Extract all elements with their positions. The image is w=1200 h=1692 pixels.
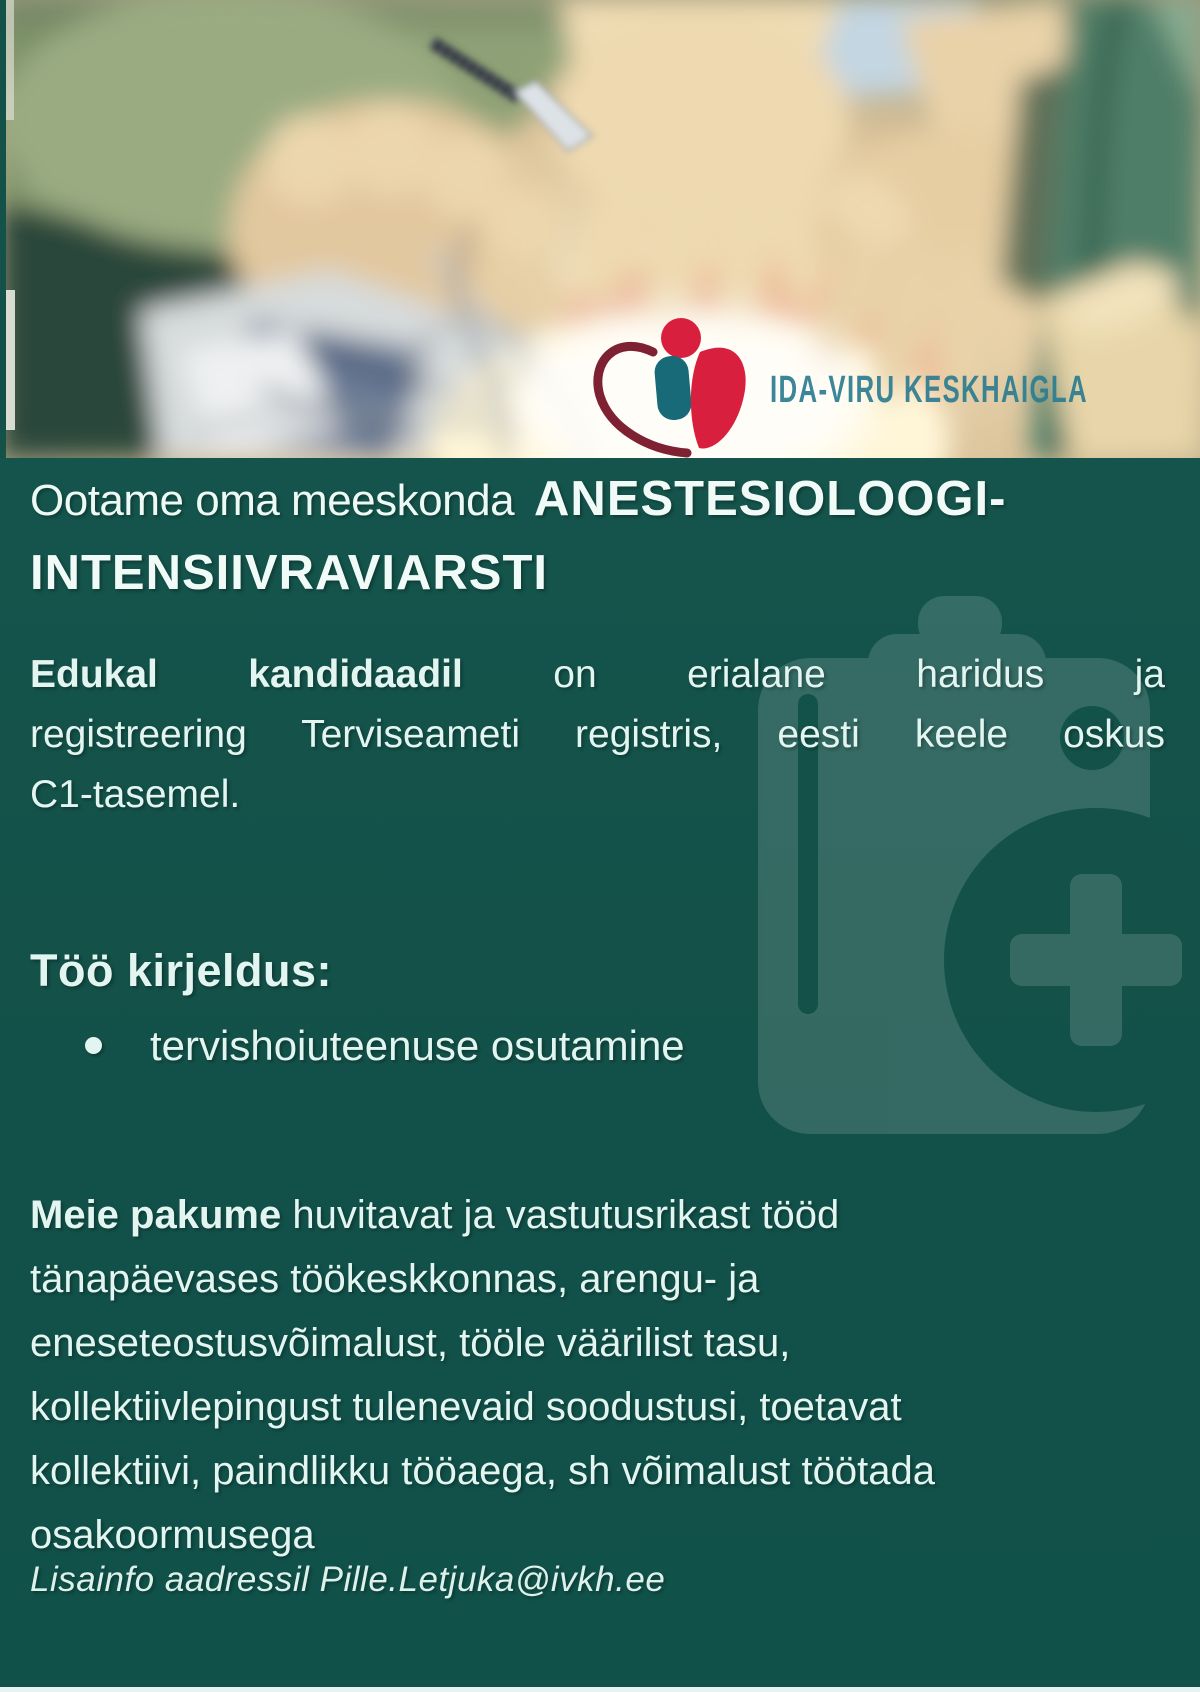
- qualifications-lead: Edukal kandidaadil: [30, 653, 463, 696]
- hospital-logo-text: IDA-VIRU KESKHAIGLA: [770, 369, 1088, 411]
- qualifications-line-1: [30, 645, 1165, 705]
- qualifications-paragraph: [30, 645, 1165, 825]
- offer-line-4: kollektiivlepingust tulenevaid soodustusi, toetavat: [30, 1385, 902, 1429]
- offer-line-1: [30, 1183, 1165, 1247]
- job-description-bullet-row: [30, 1022, 1165, 1070]
- position-title-part1: ANESTESIOLOOGI-: [534, 472, 1007, 526]
- job-description-heading: Töö kirjeldus:: [30, 945, 333, 996]
- qualifications-line-3: C1-tasemel.: [30, 773, 241, 816]
- offer-line-3: eneseteostusvõimalust, tööle väärilist tasu,: [30, 1321, 791, 1365]
- title-block: [30, 468, 1165, 616]
- offer-paragraph: [30, 1183, 1165, 1567]
- bullet-dot: [85, 1037, 102, 1054]
- photo-left-edge: [0, 0, 6, 458]
- logo-i-bar: [653, 355, 692, 422]
- offer-line-5: kollektiivi, paindlikku tööaega, sh võimalust töötada: [30, 1449, 935, 1493]
- title-intro: Ootame oma meeskonda: [30, 476, 515, 525]
- offer-line-2: tänapäevases töökeskkonnas, arengu- ja: [30, 1257, 760, 1301]
- logo-dot: [661, 318, 701, 358]
- photo-edge-sliver-top: [6, 0, 14, 120]
- offer-line-6: osakoormusega: [30, 1513, 315, 1557]
- qualifications-line-1-rest: on erialane haridus ja: [553, 653, 1165, 696]
- title-line-1: [30, 468, 1165, 542]
- contact-info: Lisainfo aadressil Pille.Letjuka@ivkh.ee: [30, 1560, 666, 1599]
- title-line-2: [30, 542, 1165, 616]
- bottom-edge-strip: [0, 1687, 1200, 1692]
- photo-edge-sliver-bottom: [6, 290, 15, 430]
- surgery-photo: [0, 0, 1200, 458]
- job-description-bullet-text: tervishoiuteenuse osutamine: [150, 1022, 685, 1069]
- qualifications-line-2: registreering Terviseameti registris, eesti keele oskus: [30, 713, 1165, 756]
- surgery-photo-art: [0, 0, 1200, 458]
- offer-line-1-rest: huvitavat ja vastutusrikast tööd: [292, 1193, 840, 1237]
- offer-lead: Meie pakume: [30, 1193, 282, 1237]
- position-title-part2: INTENSIIVRAVIARSTI: [30, 546, 549, 600]
